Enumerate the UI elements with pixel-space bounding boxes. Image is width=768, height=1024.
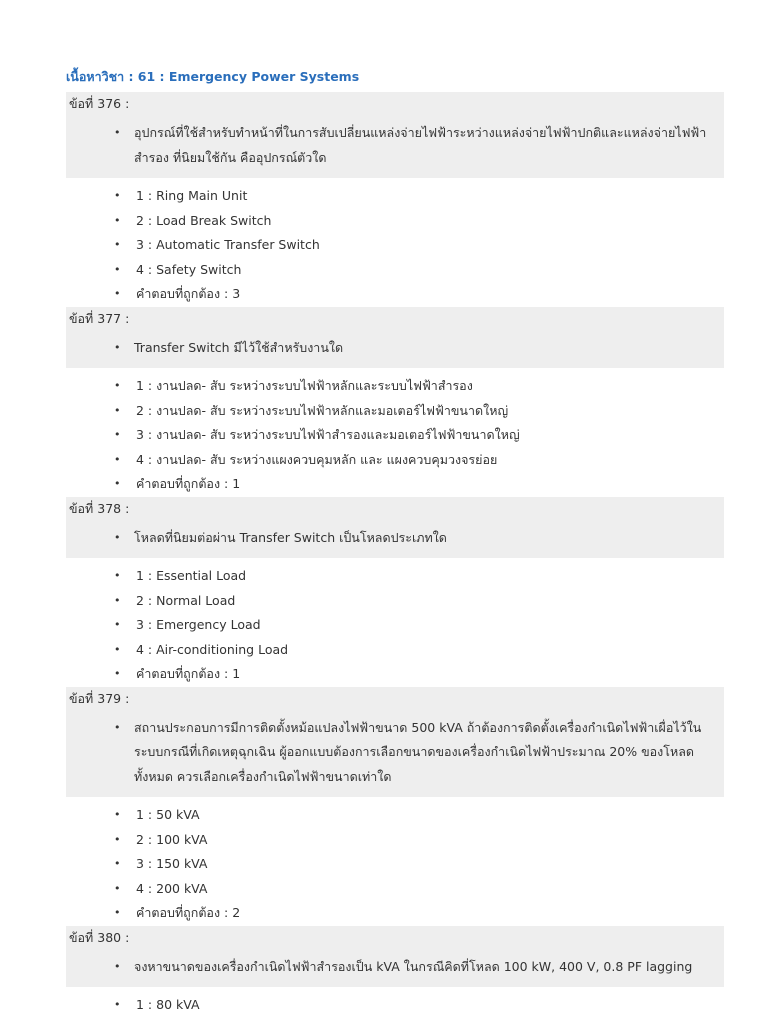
bullet-icon: • <box>114 477 121 490</box>
question-number: ข้อที่ 376 : <box>66 92 724 115</box>
question-text-box <box>66 710 724 798</box>
bullet-icon: • <box>114 881 121 895</box>
question-block <box>66 92 724 307</box>
answer-item: • คำตอบที่ถูกต้อง : 3 <box>66 282 724 307</box>
question-number: ข้อที่ 379 : <box>66 687 724 710</box>
bullet-icon: • <box>114 379 121 392</box>
question-block <box>66 926 724 1018</box>
bullet-icon: • <box>114 340 121 354</box>
question-text-box <box>66 115 724 178</box>
option-list <box>66 993 724 1018</box>
option-list <box>66 374 724 497</box>
bullet-icon: • <box>114 593 121 607</box>
question-text: จงหาขนาดของเครื่องกำเนิดไฟฟ้าสำรองเป็น kVA ในกรณีคิดที่โหลด 100 kW, 400 V, 0.8 PF lagging <box>134 958 693 974</box>
option-item: • 4 : Air-conditioning Load <box>66 638 724 663</box>
bullet-icon: • <box>114 126 121 139</box>
bullet-icon: • <box>114 403 121 417</box>
answer-item: • คำตอบที่ถูกต้อง : 1 <box>66 662 724 687</box>
option-item: • 3 : Emergency Load <box>66 613 724 638</box>
question-text: อุปกรณ์ที่ใช้สำหรับทำหน้าที่ในการสับเปลี่ยนแหล่งจ่ายไฟฟ้าระหว่างแหล่งจ่ายไฟฟ้าปกติและแหล่งจ่ายไฟฟ้าสำรอง ที่นิยมใช้กัน คืออุปกรณ์ตัวใด <box>134 125 707 165</box>
option-item: • 3 : Automatic Transfer Switch <box>66 233 724 258</box>
bullet-icon: • <box>114 832 121 846</box>
bullet-icon: • <box>114 452 121 466</box>
question-text: โหลดที่นิยมต่อผ่าน Transfer Switch เป็นโหลดประเภทใด <box>134 529 447 545</box>
bullet-icon: • <box>114 998 121 1011</box>
bullet-icon: • <box>114 857 121 870</box>
question-block <box>66 497 724 687</box>
option-list <box>66 564 724 687</box>
question-number: ข้อที่ 378 : <box>66 497 724 520</box>
question-text: Transfer Switch มีไว้ใช้สำหรับงานใด <box>134 339 344 355</box>
option-item: • 2 : งานปลด- สับ ระหว่างระบบไฟฟ้าหลักและมอเตอร์ไฟฟ้าขนาดใหญ่ <box>66 399 724 424</box>
option-item: • 1 : 80 kVA <box>66 993 724 1018</box>
bullet-icon: • <box>114 808 121 821</box>
option-item: • 1 : Ring Main Unit <box>66 184 724 209</box>
option-item: • 1 : 50 kVA <box>66 803 724 828</box>
bullet-icon: • <box>114 189 121 202</box>
option-item: • 4 : Safety Switch <box>66 258 724 283</box>
option-item: • 2 : Load Break Switch <box>66 209 724 234</box>
bullet-icon: • <box>114 642 121 656</box>
option-item: • 2 : Normal Load <box>66 589 724 614</box>
answer-item: • คำตอบที่ถูกต้อง : 2 <box>66 901 724 926</box>
question-text-box <box>66 330 724 369</box>
bullet-icon: • <box>114 618 121 631</box>
question-text: สถานประกอบการมีการติดตั้งหม้อแปลงไฟฟ้าขนาด 500 kVA ถ้าต้องการติดตั้งเครื่องกำเนิดไฟฟ้าเผื่อไว้ในระบบกรณีที่เกิดเหตุฉุกเฉิน ผู้ออกแบบต้องการเลือกขนาดของเครื่องกำเนิดไฟฟ้าประมาณ 20% ของโหลดทั้งหมด ควรเลือกเครื่องกำเนิดไฟฟ้าขนาดเท่าใด <box>134 719 702 784</box>
option-item: • 3 : งานปลด- สับ ระหว่างระบบไฟฟ้าสำรองและมอเตอร์ไฟฟ้าขนาดใหญ่ <box>66 423 724 448</box>
question-block <box>66 307 724 497</box>
bullet-icon: • <box>114 959 121 973</box>
bullet-icon: • <box>114 262 121 276</box>
option-item: • 4 : 200 kVA <box>66 877 724 902</box>
option-item: • 2 : 100 kVA <box>66 828 724 853</box>
bullet-icon: • <box>114 667 121 680</box>
question-number: ข้อที่ 380 : <box>66 926 724 949</box>
option-item: • 3 : 150 kVA <box>66 852 724 877</box>
bullet-icon: • <box>114 720 121 734</box>
question-text-box <box>66 520 724 559</box>
bullet-icon: • <box>114 569 121 582</box>
option-item: • 4 : งานปลด- สับ ระหว่างแผงควบคุมหลัก และ แผงควบคุมวงจรย่อย <box>66 448 724 473</box>
question-text-box <box>66 949 724 988</box>
option-item: • 1 : Essential Load <box>66 564 724 589</box>
bullet-icon: • <box>114 238 121 251</box>
question-number: ข้อที่ 377 : <box>66 307 724 330</box>
question-block <box>66 687 724 926</box>
option-list <box>66 184 724 307</box>
bullet-icon: • <box>114 906 121 919</box>
option-list <box>66 803 724 926</box>
answer-item: • คำตอบที่ถูกต้อง : 1 <box>66 472 724 497</box>
bullet-icon: • <box>114 213 121 227</box>
bullet-icon: • <box>114 428 121 441</box>
subject-title: เนื้อหาวิชา : 61 : Emergency Power Systems <box>66 69 360 84</box>
option-item: • 1 : งานปลด- สับ ระหว่างระบบไฟฟ้าหลักและระบบไฟฟ้าสำรอง <box>66 374 724 399</box>
bullet-icon: • <box>114 287 121 300</box>
bullet-icon: • <box>114 530 121 544</box>
